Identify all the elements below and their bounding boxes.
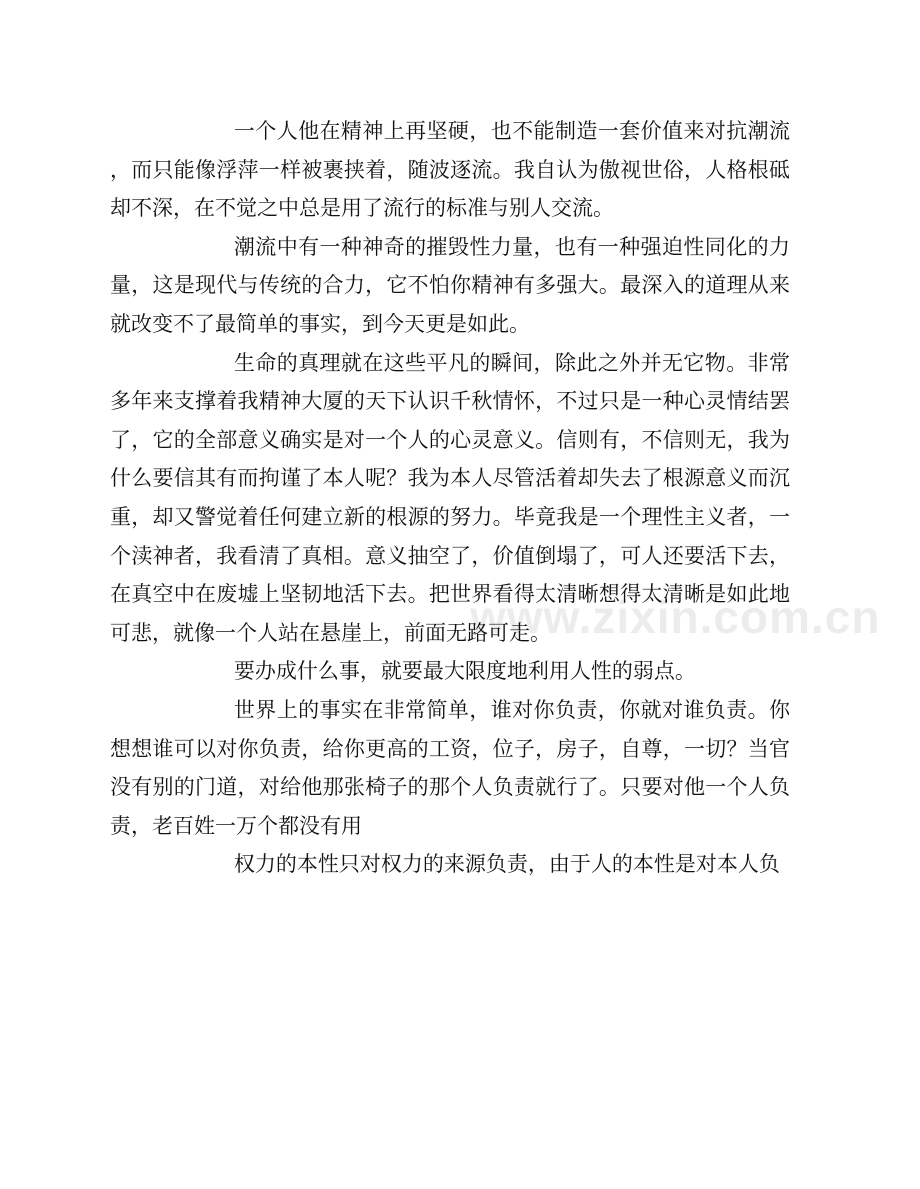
paragraph-2: 潮流中有一种神奇的摧毁性力量，也有一种强迫性同化的力量，这是现代与传统的合力，它不怕你精神有多强大。最深入的道理从来就改变不了最简单的事实，到今天更是如此。: [110, 234, 790, 336]
paragraph-3: 生命的真理就在这些平凡的瞬间，除此之外并无它物。非常多年来支撑着我精神大厦的天下认识千秋情怀，不过只是一种心灵情结罢了，它的全部意义确实是对一个人的心灵意义。信则有，不信则无，我为什么要信其有而拘谨了本人呢？我为本人尽管活着却失去了根源意义而沉重，却又警觉着任何建立新的根源的努力。毕竟我是一个理性主义者，一个渎神者，我看清了真相。意义抽空了，价值倒塌了，可人还要活下去，在真空中在废墟上坚韧地活下去。把世界看得太清晰想得太清晰是如此地可悲，就像一个人站在悬崖上，前面无路可走。: [110, 350, 790, 645]
paragraph-6: 权力的本性只对权力的来源负责，由于人的本性是对本人负: [233, 852, 780, 877]
paragraph-1: 一个人他在精神上再坚硬，也不能制造一套价值来对抗潮流，而只能像浮萍一样被裹挟着，随波逐流。我自认为傲视世俗，人格根砥却不深，在不觉之中总是用了流行的标准与别人交流。: [110, 119, 790, 221]
paragraph-4: 要办成什么事，就要最大限度地利用人性的弱点。: [233, 659, 696, 684]
watermark: www.zixin.com.cn: [470, 591, 881, 643]
document-body: [110, 112, 790, 884]
paragraph-5: 世界上的事实在非常简单，谁对你负责，你就对谁负责。你想想谁可以对你负责，给你更高的工资，位子，房子，自尊，一切？当官没有别的门道，对给他那张椅子的那个人负责就行了。只要对他一个人负责，老百姓一万个都没有用: [110, 697, 790, 838]
